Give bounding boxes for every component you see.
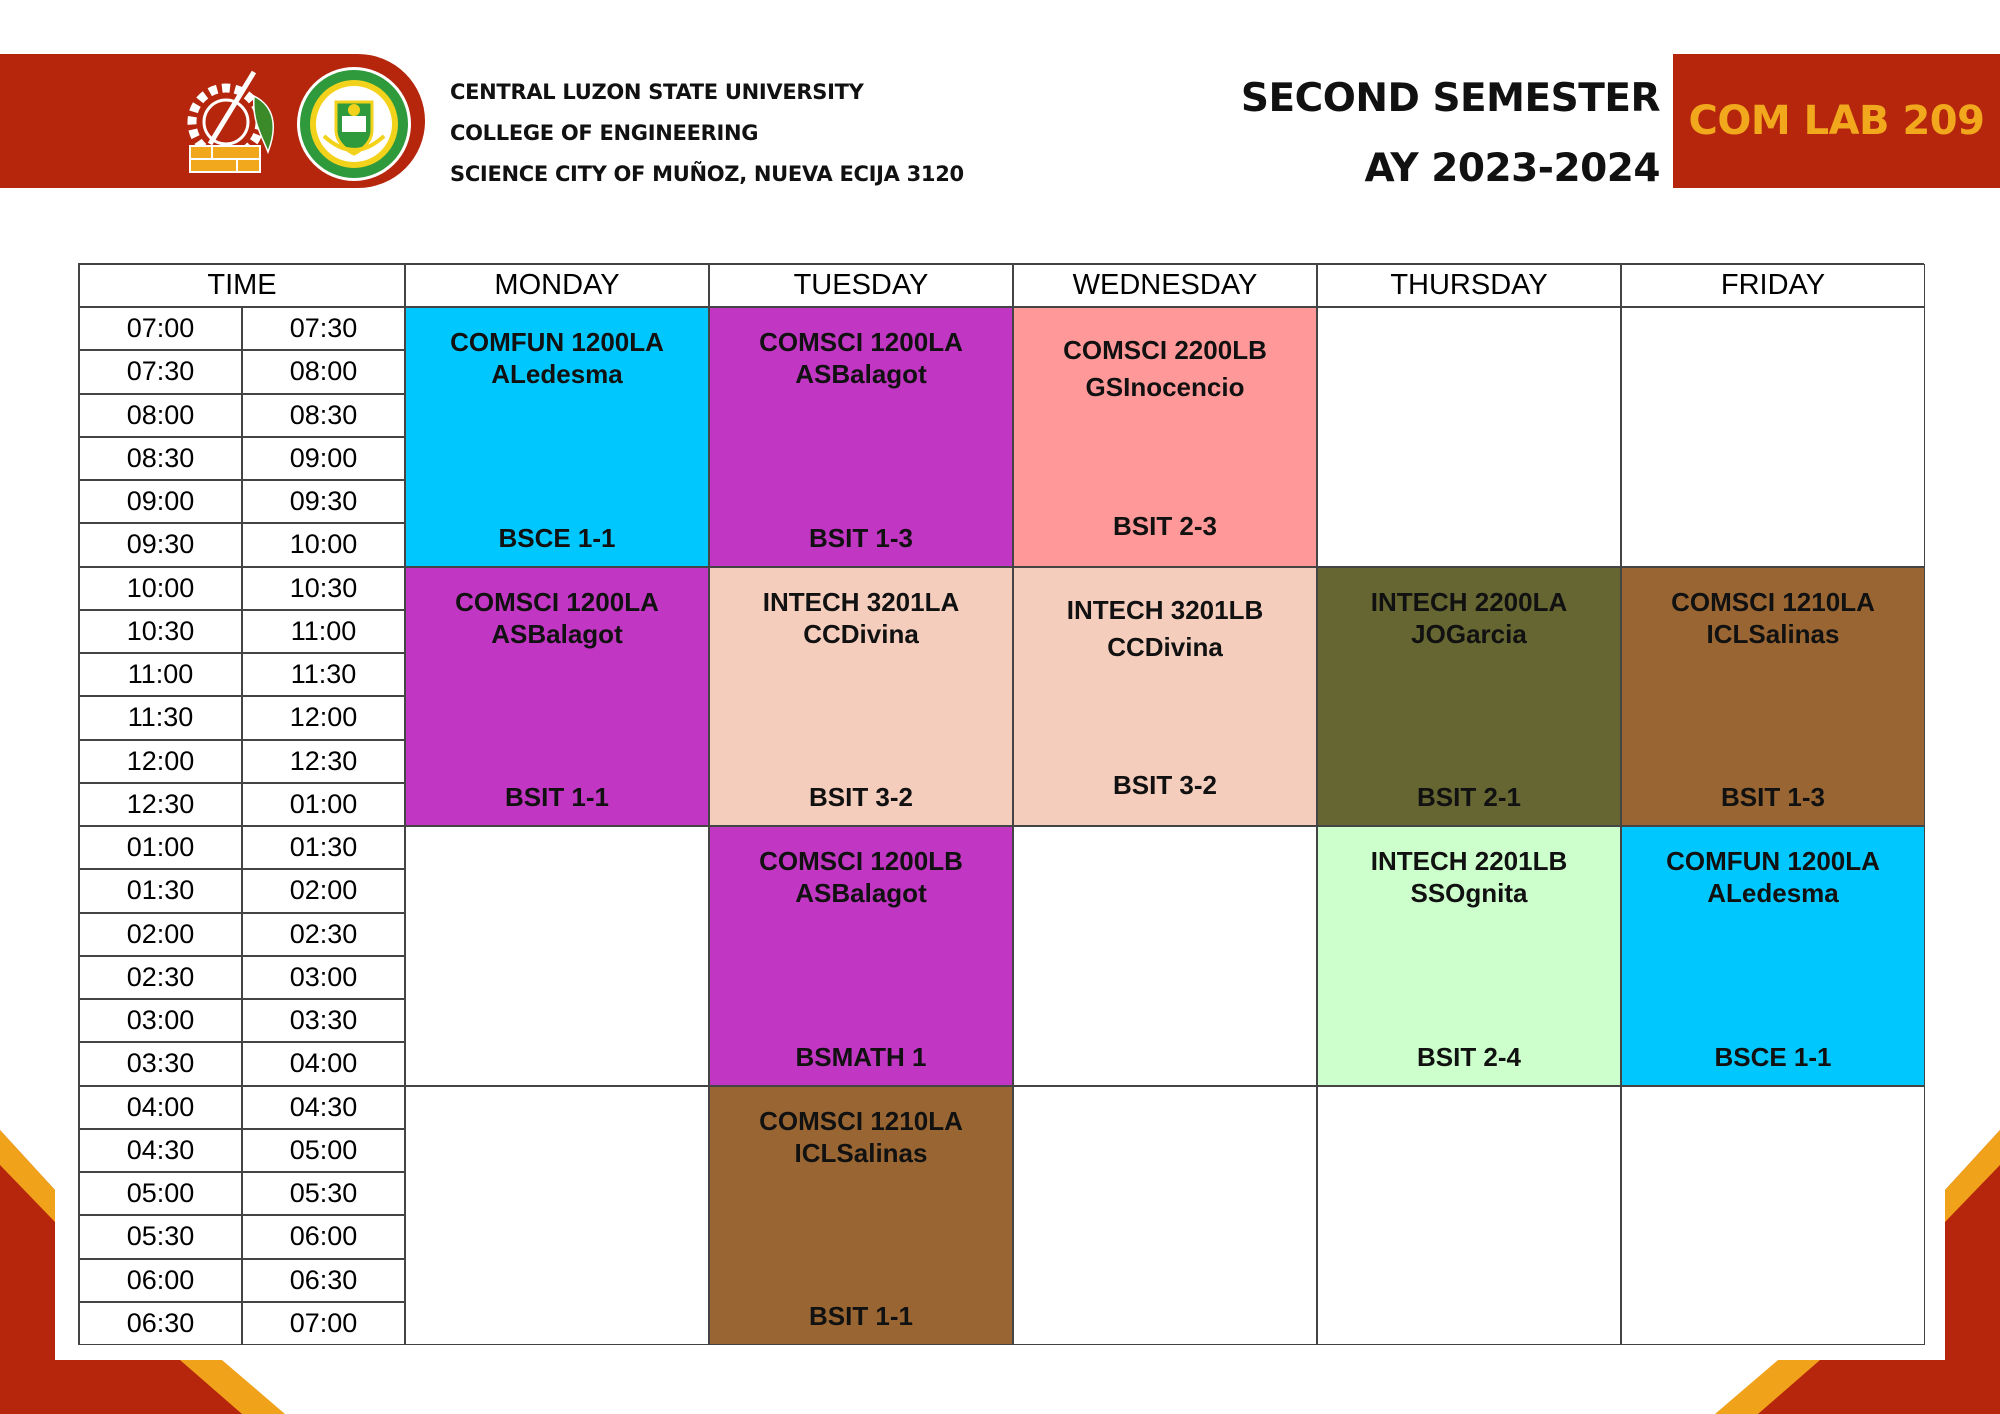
time-slot-start: 05:00 bbox=[79, 1172, 242, 1215]
class-block bbox=[405, 307, 709, 567]
time-slot-end: 05:30 bbox=[242, 1172, 405, 1215]
instructor-name: ALedesma bbox=[491, 359, 623, 389]
time-slot-start: 04:00 bbox=[79, 1086, 242, 1129]
time-slot-start: 06:30 bbox=[79, 1302, 242, 1345]
time-slot-end: 08:00 bbox=[242, 350, 405, 393]
class-block bbox=[1317, 826, 1621, 1086]
time-slot-end: 12:30 bbox=[242, 740, 405, 783]
instructor-name: ASBalagot bbox=[491, 618, 623, 649]
course-code: COMSCI 1210LA bbox=[1671, 586, 1875, 617]
section-label: BSIT 1-1 bbox=[808, 1301, 914, 1331]
time-header: TIME bbox=[79, 264, 405, 307]
course-code: INTECH 2201LB bbox=[1370, 846, 1568, 876]
time-slot-start: 10:30 bbox=[79, 610, 242, 653]
course-code: COMFUN 1200LA bbox=[450, 327, 664, 357]
time-slot-end: 10:30 bbox=[242, 567, 405, 610]
time-slot-end: 02:00 bbox=[242, 869, 405, 912]
section-label: BSIT 1-3 bbox=[1720, 782, 1826, 812]
time-slot-end: 08:30 bbox=[242, 394, 405, 437]
time-slot-end: 03:30 bbox=[242, 999, 405, 1042]
class-block bbox=[709, 1086, 1013, 1346]
day-header-monday: MONDAY bbox=[405, 264, 709, 307]
engineering-emblem-icon bbox=[182, 66, 282, 176]
class-block bbox=[1013, 307, 1317, 567]
course-code: COMSCI 1200LA bbox=[759, 327, 963, 357]
empty-slot bbox=[1317, 1086, 1621, 1346]
time-slot-end: 03:00 bbox=[242, 956, 405, 999]
day-header-tuesday: TUESDAY bbox=[709, 264, 1013, 307]
time-slot-start: 06:00 bbox=[79, 1259, 242, 1302]
university-seal-icon bbox=[296, 66, 412, 182]
empty-slot bbox=[1013, 826, 1317, 1086]
time-slot-start: 08:00 bbox=[79, 394, 242, 437]
time-slot-end: 04:00 bbox=[242, 1042, 405, 1085]
instructor-name: CCDivina bbox=[803, 618, 919, 649]
university-name: CENTRAL LUZON STATE UNIVERSITY bbox=[450, 80, 864, 104]
schedule-grid bbox=[78, 263, 1924, 1345]
term-block bbox=[1160, 64, 1660, 204]
time-slot-end: 07:00 bbox=[242, 1302, 405, 1345]
course-code: COMSCI 1200LB bbox=[759, 846, 963, 876]
time-slot-end: 05:00 bbox=[242, 1129, 405, 1172]
time-slot-start: 09:00 bbox=[79, 480, 242, 523]
course-code: COMSCI 1200LA bbox=[455, 586, 659, 617]
time-slot-start: 11:30 bbox=[79, 696, 242, 739]
class-block bbox=[709, 826, 1013, 1086]
time-slot-start: 02:30 bbox=[79, 956, 242, 999]
instructor-name: JOGarcia bbox=[1411, 618, 1527, 649]
section-label: BSMATH 1 bbox=[795, 1041, 927, 1072]
time-slot-start: 01:30 bbox=[79, 869, 242, 912]
section-label: BSIT 3-2 bbox=[1112, 770, 1218, 800]
course-code: INTECH 2200LA bbox=[1370, 586, 1568, 617]
time-slot-end: 09:00 bbox=[242, 437, 405, 480]
class-block bbox=[709, 307, 1013, 567]
time-slot-start: 01:00 bbox=[79, 826, 242, 869]
empty-slot bbox=[1621, 1086, 1925, 1346]
time-slot-end: 06:30 bbox=[242, 1259, 405, 1302]
time-slot-end: 01:00 bbox=[242, 783, 405, 826]
class-block bbox=[1317, 567, 1621, 827]
lab-banner bbox=[1673, 54, 2000, 188]
institution-block bbox=[450, 72, 1070, 195]
time-slot-start: 09:30 bbox=[79, 523, 242, 566]
course-code: COMSCI 2200LB bbox=[1063, 335, 1267, 365]
empty-slot bbox=[1013, 1086, 1317, 1346]
time-slot-start: 12:00 bbox=[79, 740, 242, 783]
class-block bbox=[1621, 567, 1925, 827]
time-slot-start: 04:30 bbox=[79, 1129, 242, 1172]
time-slot-start: 08:30 bbox=[79, 437, 242, 480]
instructor-name: CCDivina bbox=[1107, 631, 1223, 662]
section-label: BSIT 1-1 bbox=[504, 782, 610, 812]
instructor-name: ICLSalinas bbox=[1706, 618, 1840, 649]
course-code: INTECH 3201LB bbox=[1066, 594, 1264, 625]
time-slot-start: 03:30 bbox=[79, 1042, 242, 1085]
time-slot-end: 01:30 bbox=[242, 826, 405, 869]
empty-slot bbox=[1317, 307, 1621, 567]
day-header-wednesday: WEDNESDAY bbox=[1013, 264, 1317, 307]
time-slot-start: 07:30 bbox=[79, 350, 242, 393]
class-block bbox=[709, 567, 1013, 827]
section-label: BSIT 2-1 bbox=[1416, 782, 1522, 812]
class-block bbox=[1013, 567, 1317, 827]
time-slot-start: 12:30 bbox=[79, 783, 242, 826]
time-slot-start: 02:00 bbox=[79, 913, 242, 956]
section-label: BSCE 1-1 bbox=[1714, 1041, 1832, 1072]
section-label: BSCE 1-1 bbox=[498, 522, 616, 553]
section-label: BSIT 1-3 bbox=[808, 522, 914, 553]
instructor-name: ASBalagot bbox=[795, 878, 927, 908]
instructor-name: GSInocencio bbox=[1085, 372, 1245, 402]
class-block bbox=[405, 567, 709, 827]
time-slot-start: 07:00 bbox=[79, 307, 242, 350]
time-slot-end: 02:30 bbox=[242, 913, 405, 956]
day-header-friday: FRIDAY bbox=[1621, 264, 1925, 307]
section-label: BSIT 3-2 bbox=[808, 782, 914, 812]
time-slot-end: 07:30 bbox=[242, 307, 405, 350]
campus-address: SCIENCE CITY OF MUÑOZ, NUEVA ECIJA 3120 bbox=[450, 162, 964, 186]
section-label: BSIT 2-4 bbox=[1416, 1041, 1522, 1072]
instructor-name: ICLSalinas bbox=[794, 1137, 928, 1168]
empty-slot bbox=[1621, 307, 1925, 567]
time-slot-start: 10:00 bbox=[79, 567, 242, 610]
time-slot-start: 05:30 bbox=[79, 1215, 242, 1258]
college-name: COLLEGE OF ENGINEERING bbox=[450, 121, 759, 145]
lab-name: COM LAB 209 bbox=[1688, 98, 1985, 144]
instructor-name: ALedesma bbox=[1707, 878, 1839, 908]
time-slot-start: 03:00 bbox=[79, 999, 242, 1042]
time-slot-end: 04:30 bbox=[242, 1086, 405, 1129]
time-slot-start: 11:00 bbox=[79, 653, 242, 696]
time-slot-end: 11:00 bbox=[242, 610, 405, 653]
class-block bbox=[1621, 826, 1925, 1086]
instructor-name: ASBalagot bbox=[795, 359, 927, 389]
time-slot-end: 06:00 bbox=[242, 1215, 405, 1258]
instructor-name: SSOgnita bbox=[1410, 878, 1528, 908]
academic-year-label: AY 2023-2024 bbox=[1364, 146, 1660, 191]
course-code: COMFUN 1200LA bbox=[1666, 846, 1880, 876]
semester-label: SECOND SEMESTER bbox=[1240, 76, 1660, 121]
section-label: BSIT 2-3 bbox=[1112, 510, 1218, 541]
time-slot-end: 12:00 bbox=[242, 696, 405, 739]
empty-slot bbox=[405, 1086, 709, 1346]
day-header-thursday: THURSDAY bbox=[1317, 264, 1621, 307]
time-slot-end: 09:30 bbox=[242, 480, 405, 523]
time-slot-end: 11:30 bbox=[242, 653, 405, 696]
course-code: INTECH 3201LA bbox=[762, 586, 960, 617]
empty-slot bbox=[405, 826, 709, 1086]
time-slot-end: 10:00 bbox=[242, 523, 405, 566]
course-code: COMSCI 1210LA bbox=[759, 1105, 963, 1136]
